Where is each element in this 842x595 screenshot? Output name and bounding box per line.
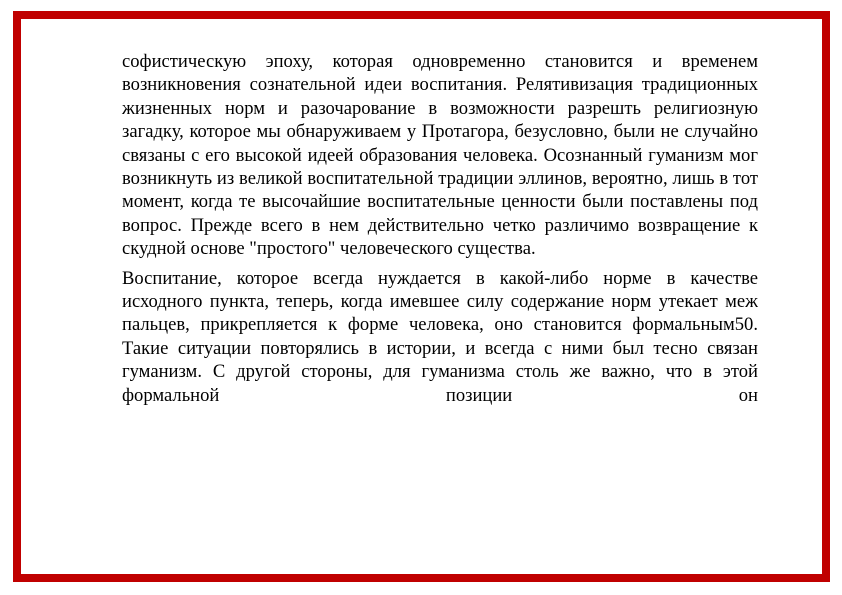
paragraph-1: софистическую эпоху, которая одновременно становится и временем возникновения сознательной идеи воспитания. Релятивизация традиционных жизненных норм и разочарование в возможности разрешть религиозную загадку, которое мы обнаруживаем у Протагора, безусловно, были не случайно связаны с его высокой идеей образования человека. Осознанный гуманизм мог возникнуть из великой воспитательной традиции эллинов, вероятно, лишь в тот момент, когда те высочайшие воспитательные ценности были поставлены под вопрос. Прежде всего в нем действительно четко различимо возвращение к скудной основе "простого" человеческого существа. — [122, 51, 758, 260]
slide-text-body — [122, 50, 758, 407]
paragraph-2: Воспитание, которое всегда нуждается в какой-либо норме в качестве исходного пункта, теперь, когда имевшее силу содержание норм утекает меж пальцев, прикрепляется к форме человека, оно становится формальным50. Такие ситуации повторялись в истории, и всегда с ними был тесно связан гуманизм. С другой стороны, для гуманизма столь же важно, что в этой формальной позиции он — [122, 267, 758, 406]
